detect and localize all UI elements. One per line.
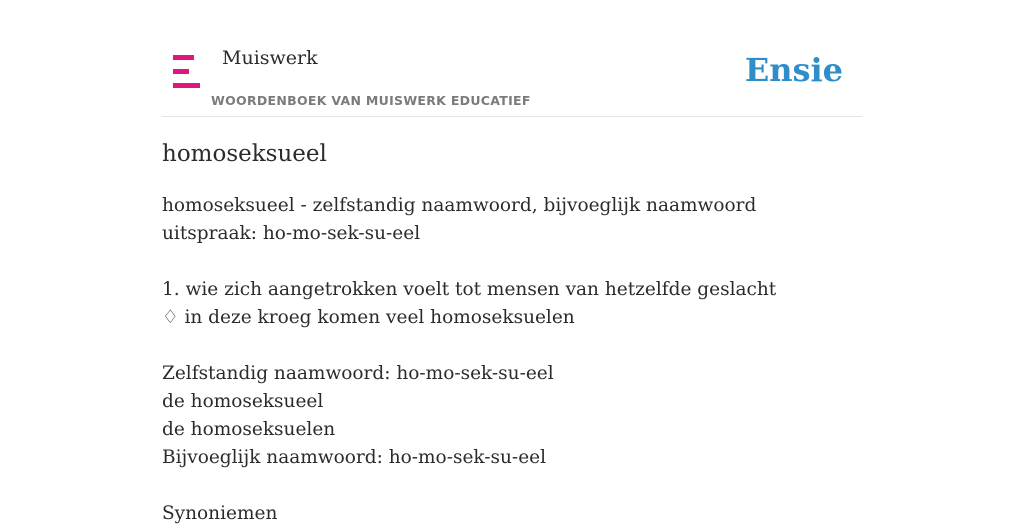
page-container [162, 0, 862, 524]
noun-singular: de homoseksueel [162, 391, 324, 412]
definition-line: 1. wie zich aangetrokken voelt tot mensen van hetzelfde geslacht [162, 279, 777, 300]
pronunciation-line: uitspraak: ho-mo-sek-su-eel [162, 223, 421, 244]
noun-heading: Zelfstandig naamwoord: ho-mo-sek-su-eel [162, 363, 554, 384]
adjective-heading: Bijvoeglijk naamwoord: ho-mo-sek-su-eel [162, 447, 547, 468]
muiswerk-logo-icon[interactable] [173, 55, 200, 88]
noun-plural: de homoseksuelen [162, 419, 336, 440]
site-header [162, 0, 862, 117]
entry-title: homoseksueel [162, 141, 327, 167]
site-subtitle: WOORDENBOEK VAN MUISWERK EDUCATIEF [211, 93, 531, 108]
blank-line [162, 248, 862, 276]
synonyms-heading: Synoniemen [162, 503, 278, 524]
blank-line [162, 332, 862, 360]
example-line: ♢ in deze kroeg komen veel homoseksuelen [162, 307, 575, 328]
site-name[interactable]: Muiswerk [222, 47, 318, 69]
brand-logo[interactable]: Ensie [744, 51, 843, 89]
blank-line [162, 472, 862, 500]
word-class-line: homoseksueel - zelfstandig naamwoord, bijvoeglijk naamwoord [162, 195, 757, 216]
entry-definition [162, 192, 862, 528]
